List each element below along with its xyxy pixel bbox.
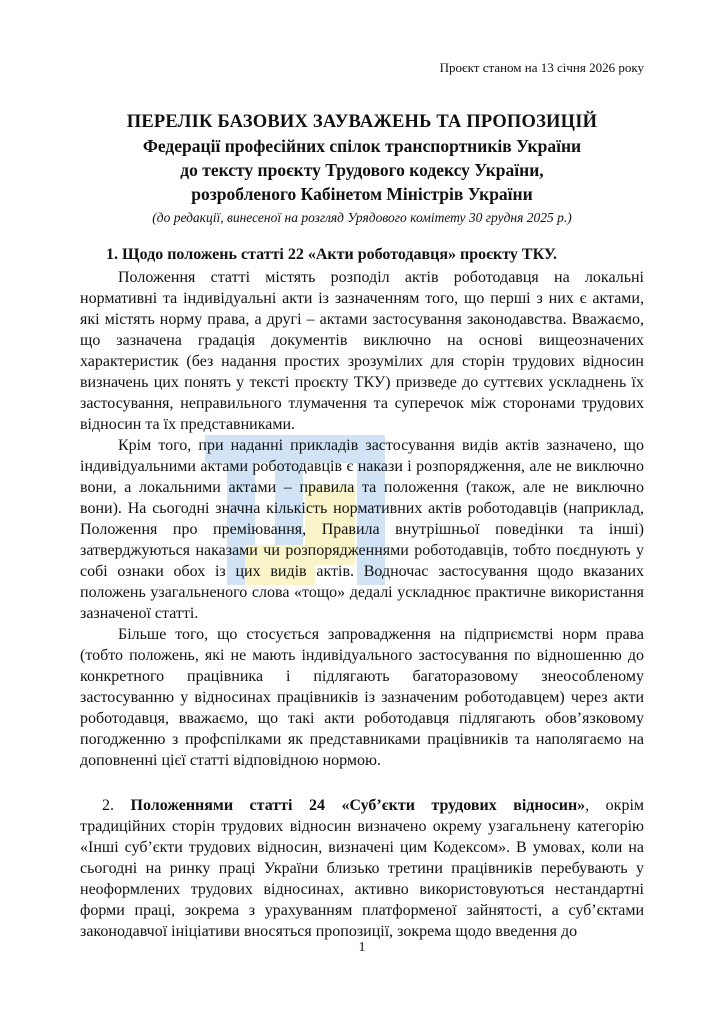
section-2-paragraph (80, 795, 644, 942)
page-number: 1 (358, 940, 366, 955)
section-2-bold-lead: Положеннями статті 24 «Суб’єкти трудових відносин» (130, 797, 586, 814)
document-heading (80, 110, 644, 228)
section-2-text: , окрім традиційних сторін трудових відносин визначено окрему узагальнену категорію «Інші суб’єкти трудових відносин, визначені цим Кодексом». В умовах, коли на сьогодні на ринку праці України близько третини працівників перебувають у неоформлених трудових відносинах, активно використовуються нестандартні форми праці, зокрема з урахуванням платформеної зайнятості, а суб’єктами законодавчої ініціативи вносяться пропозиції, зокрема щодо введення до (80, 797, 645, 940)
title-line-4: розробленого Кабінетом Міністрів України (191, 184, 533, 204)
title-line-2: Федерації професійних спілок транспортників України (142, 136, 582, 156)
document-body (80, 244, 644, 942)
document-subtitle: (до редакції, винесеної на розгляд Урядового комітету 30 грудня 2025 р.) (152, 210, 572, 225)
title-line-3: до тексту проєкту Трудового кодексу України, (180, 160, 544, 180)
section-1-paragraph-3: Більше того, що стосується запровадження на підприємстві норм права (тобто положень, які не мають індивідуального застосування по відношенню до конкретного працівника і підлягають багаторазовому знеособленому застосуванню у відносинах працівників із зазначеним роботодавцем) через акти роботодавця, вважаємо, що такі акти роботодавця підлягають обов’язковому погодженню з профспілками як представниками працівників та наполягаємо на доповненні цієї статті відповідною нормою. (80, 626, 644, 769)
document-title: ПЕРЕЛІК БАЗОВИХ ЗАУВАЖЕНЬ ТА ПРОПОЗИЦІЙ (126, 112, 598, 132)
draft-date-note: Проєкт станом на 13 січня 2026 року (439, 60, 644, 75)
section-2-number: 2. (102, 797, 131, 814)
section-1-paragraph-2: Крім того, при наданні прикладів застосування видів актів зазначено, що індивідуальними актами роботодавців є накази і розпорядження, але не виключно вони, а локальними актами – правила та положення (також, але не виключно вони). На сьогодні значна кількість нормативних актів роботодавців (наприклад, Положення про преміювання, Правила внутрішньої поведінки та інші) затверджуються наказами чи розпорядженнями роботодавців, тобто поєднують у собі ознаки обох із цих видів актів. Водночас застосування щодо вказаних положень узагальненого слова «тощо» дедалі ускладнює практичне використання зазначеної статті. (80, 437, 644, 622)
section-1-paragraph-1: Положення статті містять розподіл актів роботодавця на локальні нормативні та індивідуальні акти із зазначенням того, що перші з них є актами, які містять норму права, а другі – актами застосування законодавства. Вважаємо, що зазначена градація документів виключно на основі вищеозначених характеристик (без надання простих зрозумілих для сторін трудових відносин визначень цих понять у тексті проєкту ТКУ) призведе до суттєвих ускладнень їх застосування, неправильного тлумачення та суперечок між сторонами трудових відносин та їх представниками. (80, 269, 644, 433)
section-1-heading: 1. Щодо положень статті 22 «Акти роботодавця» проєкту ТКУ. (106, 246, 557, 263)
section-2 (80, 795, 644, 942)
